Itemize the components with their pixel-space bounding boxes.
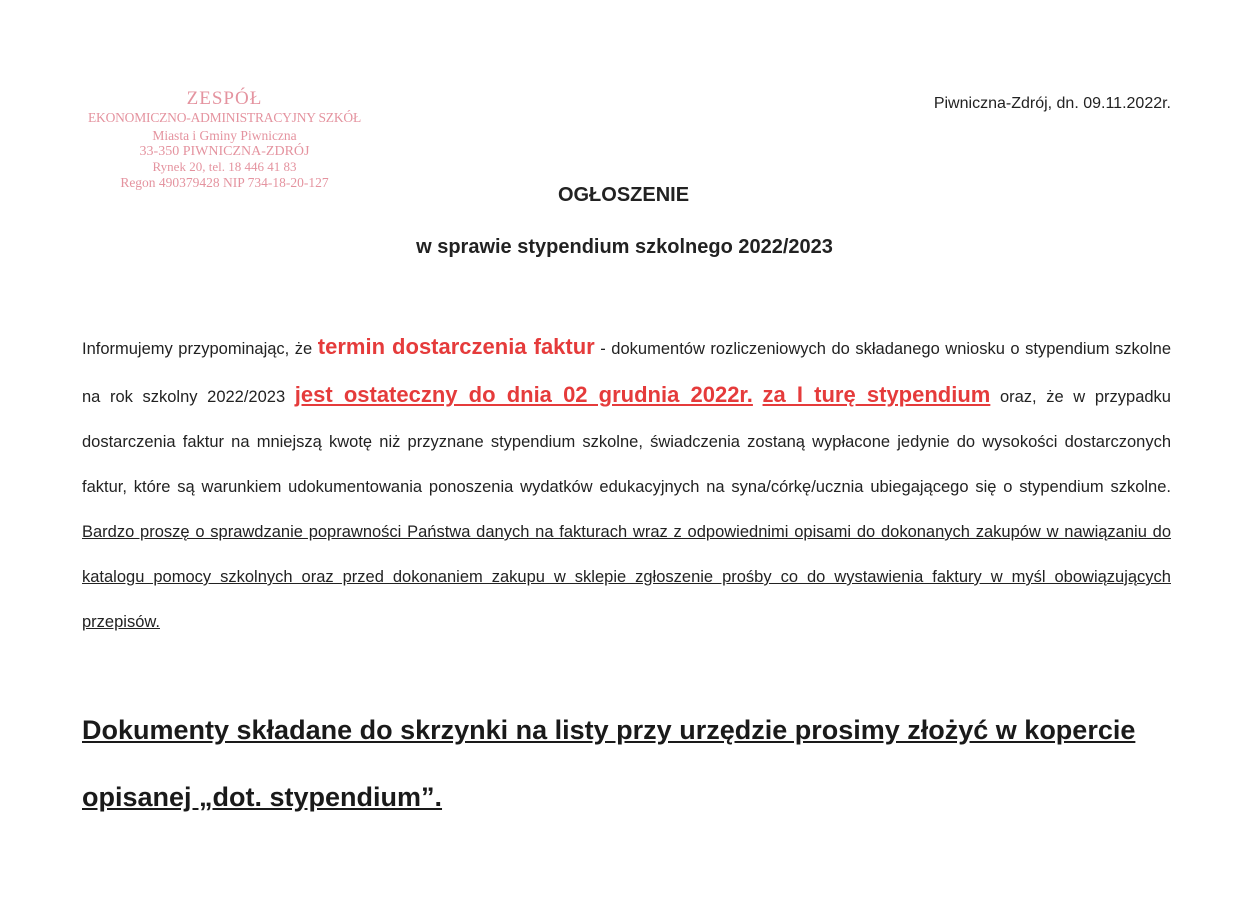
body-text-segment: oraz, że w przypadku dostarczenia faktur na mniejszą kwotę niż przyznane stypendium szkolne, świadczenia zostaną wypłacone jedynie do wysokości dostarczonych faktur, które są warunkiem udokumentowania ponoszenia wydatków edukacyjnych na syna/córkę/ucznia ubiegającego się o stypendium szkolne. [82,388,1171,496]
body-text-segment: Informujemy przypominając, że [82,340,318,358]
deadline-date-highlight: jest ostateczny do dnia 02 grudnia 2022r. [294,382,753,407]
deadline-highlight: termin dostarczenia faktur [317,334,595,359]
first-round-highlight: za I turę stypendium [762,382,991,407]
stamp-line: Regon 490379428 NIP 734-18-20-127 [120,174,329,190]
stamp-line: EKONOMICZNO-ADMINISTRACYJNY SZKÓŁ [87,109,362,125]
body-text-segment: - dokumentów rozliczeniowych do składanego wniosku o stypendium szkolne na rok szkolny 2022/2023 [82,340,1171,406]
announcement-body [82,324,1171,645]
document-date: Piwniczna-Zdrój, dn. 09.11.2022r. [933,95,1171,112]
stamp-line: ZESPÓŁ [186,88,263,109]
closing-notice: Dokumenty składane do skrzynki na listy przy urzędzie prosimy złożyć w kopercie opisanej „dot. stypendium”. [82,715,1136,812]
stamp-line: Rynek 20, tel. 18 446 41 83 [152,158,297,174]
stamp-line: Miasta i Gminy Piwniczna [152,128,297,144]
stamp-line: 33-350 PIWNICZNA-ZDRÓJ [139,143,310,159]
page-subtitle: w sprawie stypendium szkolnego 2022/2023 [416,236,833,258]
request-note: Bardzo proszę o sprawdzanie poprawności Państwa danych na fakturach wraz z odpowiednimi opisami do dokonanych zakupów w nawiązaniu do katalogu pomocy szkolnych oraz przed dokonaniem zakupu w sklepie zgłoszenie prośby co do wystawienia faktury w myśl obowiązujących przepisów. [82,523,1171,631]
school-stamp [52,88,397,190]
page-title: OGŁOSZENIE [557,184,690,206]
